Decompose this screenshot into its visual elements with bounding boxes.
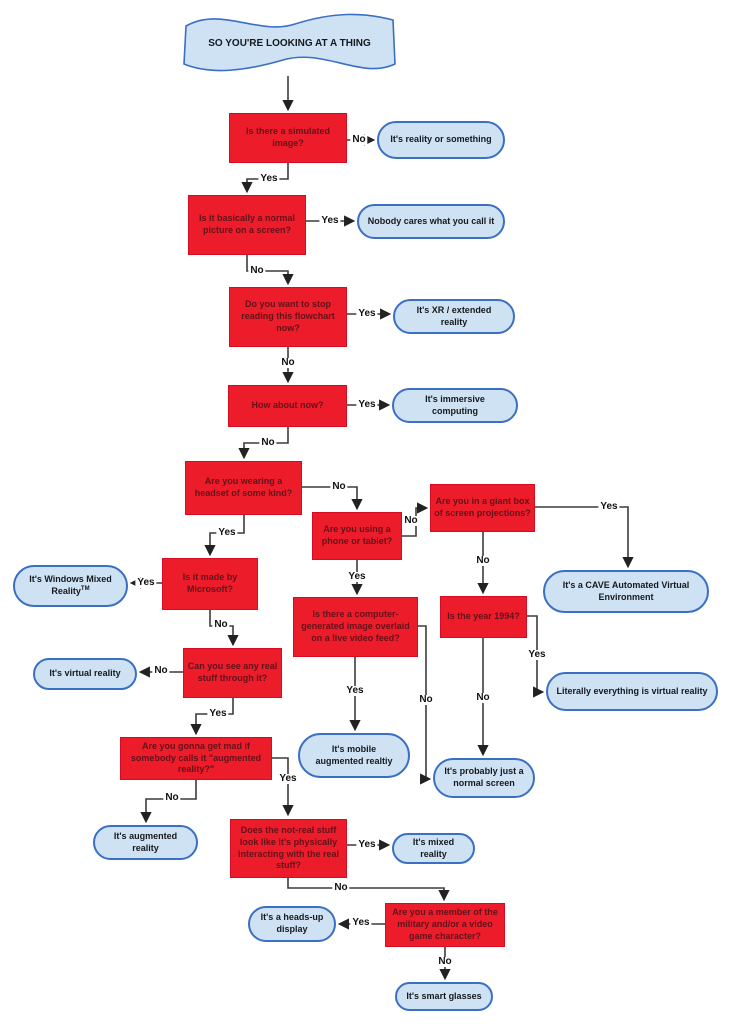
start-banner	[183, 8, 396, 78]
node-t-xr: It's XR / extended reality	[393, 299, 515, 334]
node-t-immersive: It's immersive computing	[392, 388, 518, 423]
node-t-vr: It's virtual reality	[33, 658, 137, 690]
edge-label-no: No	[165, 792, 179, 803]
node-t-mixed: It's mixed reality	[392, 833, 475, 864]
edge-label-yes: Yes	[137, 577, 155, 588]
node-t-literally: Literally everything is virtual reality	[546, 672, 718, 711]
node-t-smartglasses: It's smart glasses	[395, 982, 493, 1011]
node-q-headset: Are you wearing a headset of some kind?	[185, 461, 302, 515]
edge-label-no: No	[250, 265, 264, 276]
node-t-hud: It's a heads-up display	[248, 906, 336, 942]
node-t-mobilear: It's mobile augmented realtiy	[298, 733, 410, 778]
edge-label-no: No	[154, 665, 168, 676]
edge-label-yes: Yes	[358, 399, 376, 410]
node-q-cavebox: Are you in a giant box of screen projections?	[430, 484, 535, 532]
node-q-1994: Is the year 1994?	[440, 596, 527, 638]
node-q-overlay: Is there a computer-generated image overlaid on a live video feed?	[293, 597, 418, 657]
node-t-nobody: Nobody cares what you call it	[357, 204, 505, 239]
node-q-microsoft: Is it made by Microsoft?	[162, 558, 258, 610]
node-t-ar: It's augmented reality	[93, 825, 198, 860]
edge-mad-interact	[272, 758, 288, 814]
edge-label-no: No	[214, 619, 228, 630]
node-q-hownow: How about now?	[228, 385, 347, 427]
trademark-superscript: TM	[80, 586, 90, 592]
edge-label-yes: Yes	[346, 685, 364, 696]
edge-label-yes: Yes	[528, 649, 546, 660]
edge-label-yes: Yes	[279, 773, 297, 784]
edge-label-yes: Yes	[260, 173, 278, 184]
edge-label-no: No	[281, 357, 295, 368]
node-t-reality: It's reality or something	[377, 121, 505, 159]
node-q-seereal: Can you see any real stuff through it?	[183, 648, 282, 698]
node-q-stop: Do you want to stop reading this flowchart now?	[229, 287, 347, 347]
edge-label-yes: Yes	[321, 215, 339, 226]
node-q-mad: Are you gonna get mad if somebody calls it "augmented reality?"	[120, 737, 272, 780]
edge-label-no: No	[476, 555, 490, 566]
edge-cavebox-cave	[535, 507, 628, 566]
edge-interact-military	[288, 878, 444, 899]
node-q-interact: Does the not-real stuff look like it's physically interacting with the real stuff?	[230, 819, 347, 878]
edge-label-no: No	[419, 694, 433, 705]
edge-label-no: No	[476, 692, 490, 703]
edge-label-yes: Yes	[218, 527, 236, 538]
node-q-picture: Is it basically a normal picture on a screen?	[188, 195, 306, 255]
edge-label-no: No	[332, 481, 346, 492]
edge-label-yes: Yes	[209, 708, 227, 719]
edge-label-yes: Yes	[600, 501, 618, 512]
node-t-normalscreen: It's probably just a normal screen	[433, 758, 535, 798]
edge-label-yes: Yes	[352, 917, 370, 928]
edge-label-no: No	[261, 437, 275, 448]
edge-label-yes: Yes	[358, 839, 376, 850]
node-t-wmr: It's Windows Mixed Reality™	[13, 565, 128, 607]
node-q-simulated: Is there a simulated image?	[229, 113, 347, 163]
edge-label-no: No	[404, 515, 418, 526]
node-q-phone: Are you using a phone or tablet?	[312, 512, 402, 560]
node-t-cave: It's a CAVE Automated Virtual Environment	[543, 570, 709, 613]
edge-label-no: No	[334, 882, 348, 893]
edge-label-yes: Yes	[348, 571, 366, 582]
start-banner-label: SO YOU'RE LOOKING AT A THING	[208, 37, 371, 49]
node-q-military: Are you a member of the military and/or a video game character?	[385, 903, 505, 947]
edge-label-no: No	[352, 134, 366, 145]
edge-label-yes: Yes	[358, 308, 376, 319]
edge-label-no: No	[438, 956, 452, 967]
